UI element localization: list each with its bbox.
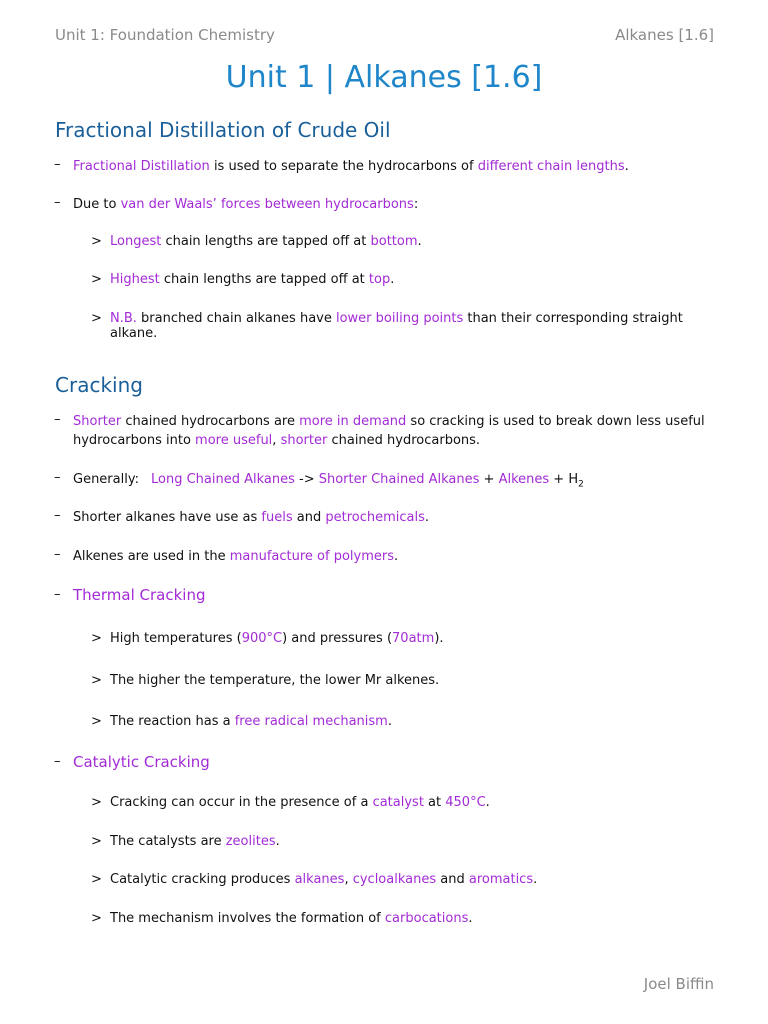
sub-list-item: N.B. branched chain alkanes have lower boiling points than their corresponding straight alkane. <box>110 311 683 341</box>
bullet-dash: – <box>54 470 61 485</box>
list-item: Fractional Distillation is used to separate the hydrocarbons of different chain lengths. <box>73 159 629 174</box>
bullet-dash: – <box>54 508 61 523</box>
header-unit: Unit 1: Foundation Chemistry <box>55 26 275 44</box>
subheading-catalytic-cracking: Catalytic Cracking <box>73 753 210 771</box>
sub-bullet-marker: > <box>91 834 102 849</box>
sub-bullet-marker: > <box>91 311 102 326</box>
bullet-dash: – <box>54 157 61 172</box>
sub-bullet-marker: > <box>91 272 102 287</box>
list-item: Generally: Long Chained Alkanes -> Shorter Chained Alkanes + Alkenes + $H_2$ <box>73 472 584 490</box>
bullet-dash: – <box>54 547 61 562</box>
sub-bullet-marker: > <box>91 234 102 249</box>
sub-bullet-marker: > <box>91 673 102 688</box>
sub-list-item: High temperatures (900°C) and pressures (70atm). <box>110 631 444 646</box>
list-item: Alkenes are used in the manufacture of polymers. <box>73 549 399 564</box>
list-item: Shorter chained hydrocarbons are more in demand so cracking is used to break down less useful hydrocarbons into more useful, shorter chained hydrocarbons. <box>73 414 705 448</box>
section-heading-cracking: Cracking <box>55 373 143 397</box>
sub-bullet-marker: > <box>91 795 102 810</box>
sub-bullet-marker: > <box>91 872 102 887</box>
sub-list-item: Highest chain lengths are tapped off at top. <box>110 272 395 287</box>
sub-bullet-marker: > <box>91 631 102 646</box>
bullet-dash: – <box>54 412 61 427</box>
bullet-dash: – <box>54 195 61 210</box>
sub-list-item: The catalysts are zeolites. <box>110 834 280 849</box>
sub-list-item: Longest chain lengths are tapped off at bottom. <box>110 234 422 249</box>
page-title: Unit 1 | Alkanes [1.6] <box>225 60 543 95</box>
sub-bullet-marker: > <box>91 911 102 926</box>
sub-list-item: The higher the temperature, the lower Mr alkenes. <box>110 673 440 688</box>
sub-list-item: The reaction has a free radical mechanism. <box>110 714 392 729</box>
sub-bullet-marker: > <box>91 714 102 729</box>
sub-list-item: The mechanism involves the formation of carbocations. <box>110 911 473 926</box>
sub-list-item: Catalytic cracking produces alkanes, cycloalkanes and aromatics. <box>110 872 538 887</box>
sub-list-item: Cracking can occur in the presence of a catalyst at 450°C. <box>110 795 490 810</box>
bullet-dash: – <box>54 754 61 769</box>
header-topic: Alkanes [1.6] <box>615 26 714 44</box>
section-heading-fractional-distillation: Fractional Distillation of Crude Oil <box>55 118 391 142</box>
list-item: Due to van der Waals’ forces between hydrocarbons: <box>73 197 419 212</box>
list-item: Shorter alkanes have use as fuels and petrochemicals. <box>73 510 430 525</box>
subheading-thermal-cracking: Thermal Cracking <box>73 586 206 604</box>
bullet-dash: – <box>54 587 61 602</box>
author-footer: Joel Biffin <box>643 975 714 993</box>
